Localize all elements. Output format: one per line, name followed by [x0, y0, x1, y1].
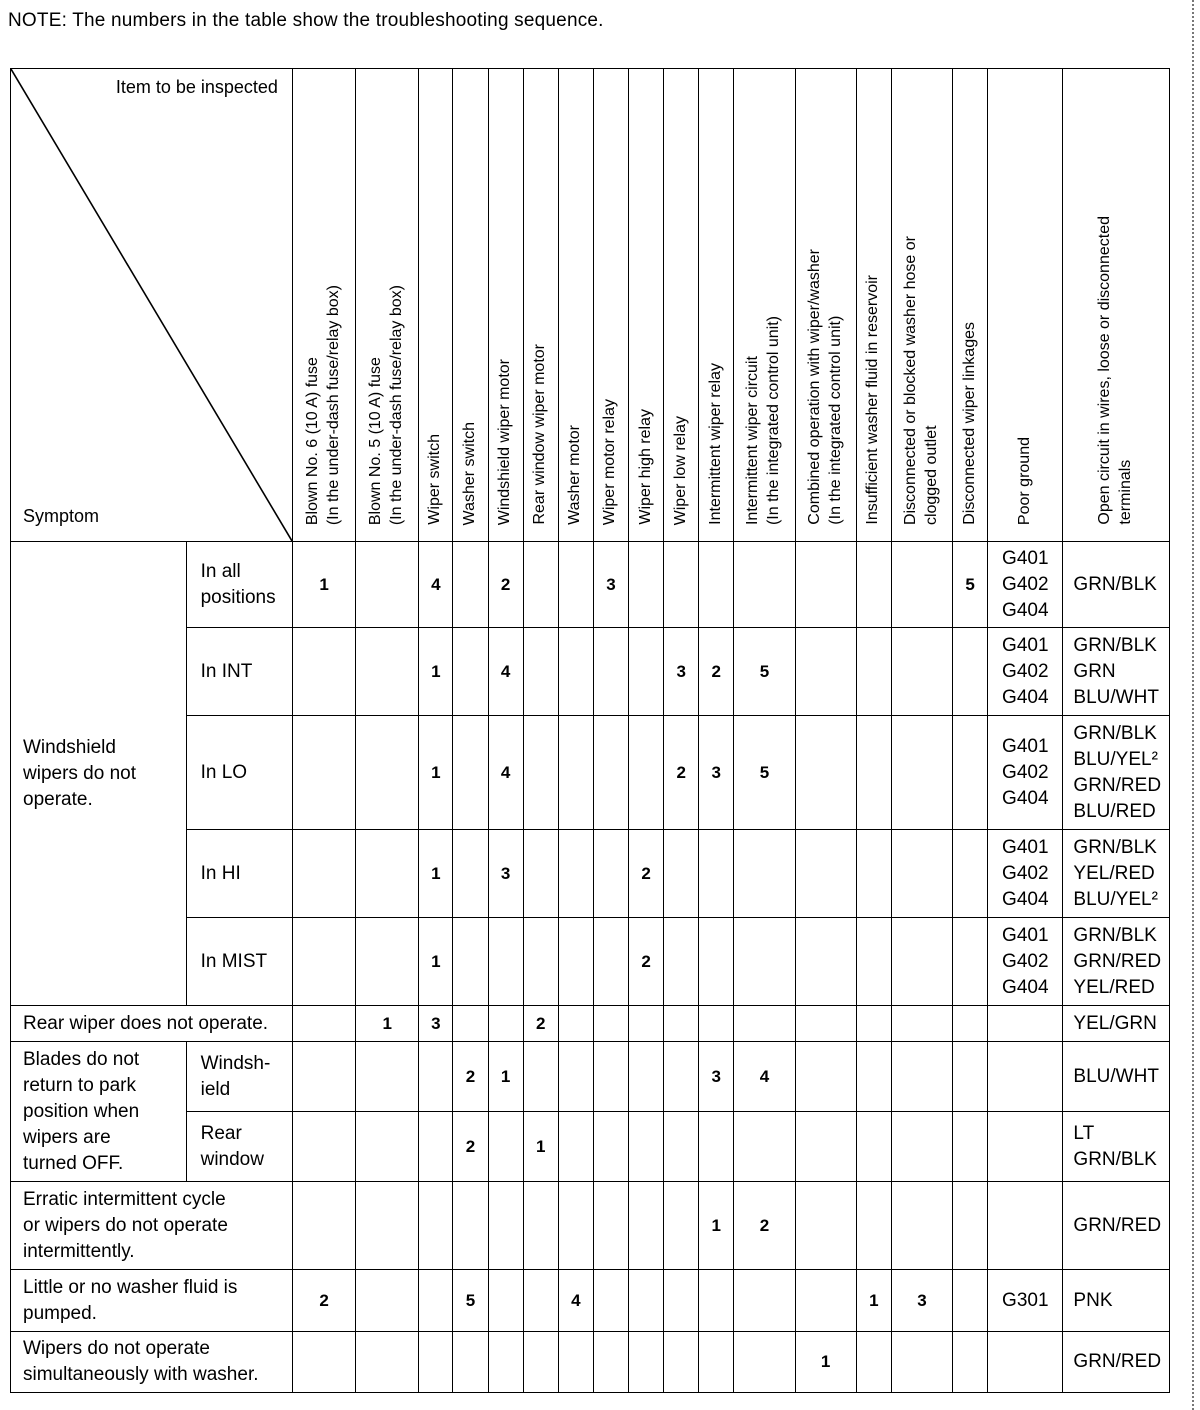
- sequence-cell: [891, 542, 952, 628]
- sequence-cell: [488, 830, 523, 918]
- sequence-cell: [891, 716, 952, 830]
- sequence-cell: [453, 1182, 488, 1270]
- sequence-number: 4: [571, 1290, 581, 1310]
- sequence-cell: [734, 628, 795, 716]
- sequence-cell: [558, 628, 593, 716]
- sequence-cell: [734, 716, 795, 830]
- sequence-cell: [292, 918, 355, 1006]
- sequence-cell: [488, 1042, 523, 1112]
- sequence-cell: [953, 1042, 988, 1112]
- sequence-cell: [664, 628, 699, 716]
- table-row: [11, 1006, 1170, 1042]
- sequence-number: 2: [465, 1136, 476, 1156]
- sequence-cell: [488, 628, 523, 716]
- sequence-cell: [953, 1332, 988, 1393]
- wire-cell: GRN/BLK BLU/YEL² GRN/RED BLU/RED: [1063, 716, 1170, 830]
- wire-cell: YEL/GRN: [1063, 1006, 1170, 1042]
- symptom-sub-label: Rear window: [186, 1112, 292, 1182]
- sequence-cell: [593, 1112, 628, 1182]
- col-header-intermittent-wiper-circuit: Intermittent wiper circuit (In the integrated control unit): [734, 69, 795, 542]
- symptom-sub-label: In MIST: [186, 918, 292, 1006]
- sequence-cell: [558, 542, 593, 628]
- sequence-cell: [453, 830, 488, 918]
- sequence-cell: [734, 542, 795, 628]
- sequence-cell: [629, 628, 664, 716]
- troubleshooting-table: [10, 68, 1170, 1393]
- sequence-cell: [453, 716, 488, 830]
- sequence-cell: [419, 1182, 453, 1270]
- sequence-number: 1: [319, 574, 329, 594]
- sequence-number: 1: [431, 951, 441, 971]
- sequence-cell: [593, 830, 628, 918]
- sequence-cell: [292, 716, 355, 830]
- sequence-cell: [593, 1270, 628, 1332]
- ground-cell: [988, 1006, 1063, 1042]
- sequence-number: 5: [759, 661, 770, 681]
- sequence-number: 1: [431, 661, 441, 681]
- sequence-cell: [629, 830, 664, 918]
- sequence-cell: [523, 830, 558, 918]
- sequence-cell: [523, 716, 558, 830]
- sequence-cell: [419, 918, 453, 1006]
- sequence-cell: [953, 830, 988, 918]
- sequence-cell: [734, 1270, 795, 1332]
- sequence-cell: [292, 1042, 355, 1112]
- sequence-cell: [664, 1270, 699, 1332]
- sequence-cell: [699, 918, 734, 1006]
- wire-cell: PNK: [1063, 1270, 1170, 1332]
- sequence-cell: [523, 628, 558, 716]
- sequence-cell: [891, 1112, 952, 1182]
- sequence-number: 2: [465, 1066, 476, 1086]
- wire-cell: GRN/BLK GRN/RED YEL/RED: [1063, 918, 1170, 1006]
- symptom-label: Symptom: [23, 506, 100, 526]
- sequence-cell: [891, 1042, 952, 1112]
- sequence-cell: [664, 716, 699, 830]
- col-header-wiper-high-relay: Wiper high relay: [629, 69, 664, 542]
- wire-cell: GRN/RED: [1063, 1332, 1170, 1393]
- ground-cell: G401 G402 G404: [988, 628, 1063, 716]
- col-header-wiper-switch: Wiper switch: [419, 69, 453, 542]
- sequence-cell: [856, 1112, 891, 1182]
- sequence-cell: [292, 1006, 355, 1042]
- sequence-cell: [699, 1006, 734, 1042]
- sequence-cell: [453, 918, 488, 1006]
- sequence-cell: [488, 542, 523, 628]
- sequence-cell: [488, 918, 523, 1006]
- sequence-cell: [856, 1182, 891, 1270]
- sequence-cell: [891, 1006, 952, 1042]
- sequence-cell: [699, 628, 734, 716]
- sequence-cell: [523, 1332, 558, 1393]
- sequence-cell: [629, 1006, 664, 1042]
- ground-cell: [988, 1332, 1063, 1393]
- sequence-cell: [795, 628, 856, 716]
- sequence-cell: [795, 716, 856, 830]
- sequence-cell: [453, 1006, 488, 1042]
- col-header-washer-hose: Disconnected or blocked washer hose or clogged outlet: [891, 69, 952, 542]
- sequence-cell: [356, 918, 419, 1006]
- sequence-cell: [292, 628, 355, 716]
- sequence-cell: [664, 1182, 699, 1270]
- sequence-cell: [523, 1006, 558, 1042]
- sequence-cell: [356, 1042, 419, 1112]
- sequence-number: 4: [500, 661, 511, 681]
- sequence-cell: [795, 542, 856, 628]
- sequence-cell: [558, 1332, 593, 1393]
- sequence-cell: [488, 1006, 523, 1042]
- sequence-cell: [629, 1332, 664, 1393]
- item-to-be-inspected-label: Item to be inspected: [115, 77, 278, 97]
- sequence-number: 1: [536, 1136, 546, 1156]
- symptom-label: Erratic intermittent cycle or wipers do not operate intermittently.: [11, 1182, 293, 1270]
- sequence-cell: [558, 1270, 593, 1332]
- sequence-cell: [891, 1332, 952, 1393]
- sequence-cell: [664, 1112, 699, 1182]
- sequence-number: 1: [382, 1013, 392, 1033]
- ground-cell: G401 G402 G404: [988, 542, 1063, 628]
- col-header-poor-ground: Poor ground: [988, 69, 1063, 542]
- sequence-cell: [629, 1270, 664, 1332]
- sequence-cell: [795, 830, 856, 918]
- sequence-cell: [356, 1332, 419, 1393]
- sequence-cell: [699, 1270, 734, 1332]
- sequence-cell: [664, 1332, 699, 1393]
- sequence-cell: [734, 1042, 795, 1112]
- table-row: [11, 1270, 1170, 1332]
- table-row: [11, 1182, 1170, 1270]
- sequence-cell: [699, 1112, 734, 1182]
- wire-cell: BLU/WHT: [1063, 1042, 1170, 1112]
- sequence-cell: [699, 1332, 734, 1393]
- col-header-open-circuit: Open circuit in wires, loose or disconnected terminals: [1063, 69, 1170, 542]
- sequence-cell: [593, 918, 628, 1006]
- sequence-cell: [629, 1042, 664, 1112]
- sequence-number: 4: [500, 762, 511, 782]
- sequence-number: 4: [759, 1066, 770, 1086]
- sequence-number: 1: [431, 863, 441, 883]
- sequence-cell: [292, 1112, 355, 1182]
- sequence-cell: [629, 1182, 664, 1270]
- sequence-cell: [795, 1270, 856, 1332]
- sequence-cell: [419, 716, 453, 830]
- sequence-cell: [558, 918, 593, 1006]
- group-label-blades: Blades do not return to park position when wipers are turned OFF.: [11, 1042, 187, 1182]
- sequence-cell: [488, 1112, 523, 1182]
- sequence-cell: [856, 830, 891, 918]
- sequence-cell: [795, 1042, 856, 1112]
- sequence-cell: [891, 830, 952, 918]
- symptom-sub-label: In HI: [186, 830, 292, 918]
- sequence-cell: [795, 918, 856, 1006]
- sequence-cell: [953, 542, 988, 628]
- sequence-cell: [856, 1332, 891, 1393]
- col-header-combined-operation: Combined operation with wiper/washer (In the integrated control unit): [795, 69, 856, 542]
- sequence-number: 5: [965, 574, 975, 594]
- sequence-cell: [593, 1042, 628, 1112]
- sequence-number: 1: [431, 762, 441, 782]
- sequence-number: 2: [711, 661, 722, 681]
- sequence-number: 1: [820, 1352, 831, 1371]
- sequence-cell: [891, 918, 952, 1006]
- col-header-wiper-linkages: Disconnected wiper linkages: [953, 69, 988, 542]
- col-header-insufficient-washer-fluid: Insufficient washer fluid in reservoir: [856, 69, 891, 542]
- sequence-cell: [953, 628, 988, 716]
- sequence-cell: [734, 1182, 795, 1270]
- col-header-fuse-6: Blown No. 6 (10 A) fuse (In the under-dash fuse/relay box): [292, 69, 355, 542]
- table-row: [11, 1042, 1170, 1112]
- sequence-number: 1: [711, 1215, 722, 1235]
- sequence-cell: [734, 918, 795, 1006]
- page-edge-rule: [1192, 0, 1194, 1410]
- sequence-cell: [419, 1006, 453, 1042]
- sequence-cell: [419, 542, 453, 628]
- sequence-number: 2: [500, 574, 511, 594]
- sequence-number: 2: [676, 762, 686, 782]
- ground-cell: G401 G402 G404: [988, 918, 1063, 1006]
- sequence-cell: [488, 1332, 523, 1393]
- sequence-cell: [419, 830, 453, 918]
- ground-cell: [988, 1112, 1063, 1182]
- sequence-cell: [795, 1006, 856, 1042]
- sequence-number: 4: [431, 574, 441, 594]
- sequence-cell: [419, 628, 453, 716]
- sequence-cell: [453, 628, 488, 716]
- sequence-cell: [953, 716, 988, 830]
- sequence-cell: [419, 1270, 453, 1332]
- sequence-number: 5: [465, 1290, 476, 1310]
- sequence-cell: [593, 628, 628, 716]
- sequence-number: 1: [500, 1066, 511, 1086]
- sequence-cell: [292, 1332, 355, 1393]
- sequence-cell: [356, 830, 419, 918]
- sequence-number: 3: [711, 762, 722, 782]
- sequence-cell: [558, 1182, 593, 1270]
- symptom-sub-label: In LO: [186, 716, 292, 830]
- col-header-wiper-low-relay: Wiper low relay: [664, 69, 699, 542]
- sequence-cell: [523, 1182, 558, 1270]
- sequence-cell: [629, 1112, 664, 1182]
- sequence-cell: [356, 628, 419, 716]
- sequence-cell: [856, 918, 891, 1006]
- symptom-sub-label: In all positions: [186, 542, 292, 628]
- diagonal-divider: [11, 69, 292, 541]
- sequence-cell: [856, 542, 891, 628]
- col-header-intermittent-wiper-relay: Intermittent wiper relay: [699, 69, 734, 542]
- header-row: [11, 69, 1170, 542]
- sequence-cell: [664, 830, 699, 918]
- sequence-cell: [488, 716, 523, 830]
- sequence-cell: [593, 1006, 628, 1042]
- sequence-cell: [699, 830, 734, 918]
- sequence-cell: [699, 542, 734, 628]
- sequence-number: 3: [431, 1013, 441, 1033]
- sequence-cell: [356, 716, 419, 830]
- symptom-sub-label: In INT: [186, 628, 292, 716]
- ground-cell: G401 G402 G404: [988, 716, 1063, 830]
- col-header-washer-motor: Washer motor: [558, 69, 593, 542]
- sequence-cell: [593, 542, 628, 628]
- sequence-cell: [629, 542, 664, 628]
- sequence-cell: [629, 716, 664, 830]
- sequence-cell: [523, 1270, 558, 1332]
- sequence-cell: [558, 1042, 593, 1112]
- sequence-cell: [593, 716, 628, 830]
- sequence-cell: [953, 918, 988, 1006]
- sequence-cell: [558, 1006, 593, 1042]
- ground-cell: [988, 1042, 1063, 1112]
- wire-cell: GRN/BLK GRN BLU/WHT: [1063, 628, 1170, 716]
- sequence-number: 3: [711, 1066, 722, 1086]
- col-header-washer-switch: Washer switch: [453, 69, 488, 542]
- sequence-cell: [356, 542, 419, 628]
- sequence-cell: [292, 830, 355, 918]
- sequence-cell: [593, 1332, 628, 1393]
- symptom-label: Little or no washer fluid is pumped.: [11, 1270, 293, 1332]
- table-row: [11, 1332, 1170, 1393]
- sequence-cell: [734, 1332, 795, 1393]
- sequence-number: 5: [759, 762, 770, 782]
- sequence-cell: [453, 1042, 488, 1112]
- sequence-cell: [558, 1112, 593, 1182]
- col-header-windshield-wiper-motor: Windshield wiper motor: [488, 69, 523, 542]
- sequence-cell: [699, 1042, 734, 1112]
- sequence-cell: [356, 1006, 419, 1042]
- sequence-cell: [523, 1112, 558, 1182]
- sequence-cell: [488, 1182, 523, 1270]
- sequence-cell: [356, 1112, 419, 1182]
- sequence-cell: [734, 830, 795, 918]
- sequence-cell: [593, 1182, 628, 1270]
- wire-cell: GRN/BLK: [1063, 542, 1170, 628]
- sequence-cell: [953, 1182, 988, 1270]
- sequence-number: 2: [641, 951, 651, 971]
- sequence-cell: [523, 918, 558, 1006]
- sequence-cell: [523, 1042, 558, 1112]
- col-header-rear-window-wiper-motor: Rear window wiper motor: [523, 69, 558, 542]
- col-header-wiper-motor-relay: Wiper motor relay: [593, 69, 628, 542]
- sequence-cell: [856, 628, 891, 716]
- sequence-cell: [558, 716, 593, 830]
- sequence-cell: [292, 1182, 355, 1270]
- sequence-cell: [795, 1332, 856, 1393]
- sequence-cell: [419, 1042, 453, 1112]
- sequence-cell: [453, 1112, 488, 1182]
- group-label-windshield: Windshield wipers do not operate.: [11, 542, 187, 1006]
- sequence-cell: [891, 1182, 952, 1270]
- sequence-cell: [292, 1270, 355, 1332]
- sequence-number: 3: [917, 1290, 927, 1310]
- sequence-number: 3: [606, 574, 616, 594]
- sequence-cell: [891, 628, 952, 716]
- sequence-cell: [856, 1006, 891, 1042]
- sequence-cell: [856, 716, 891, 830]
- col-header-fuse-5: Blown No. 5 (10 A) fuse (In the under-dash fuse/relay box): [356, 69, 419, 542]
- sequence-cell: [795, 1182, 856, 1270]
- sequence-cell: [953, 1112, 988, 1182]
- sequence-cell: [356, 1182, 419, 1270]
- sequence-number: 2: [536, 1013, 546, 1033]
- sequence-number: 2: [759, 1215, 770, 1235]
- table-note: NOTE: The numbers in the table show the troubleshooting sequence.: [8, 10, 604, 31]
- sequence-cell: [664, 1006, 699, 1042]
- sequence-cell: [356, 1270, 419, 1332]
- sequence-cell: [664, 542, 699, 628]
- wire-cell: GRN/RED: [1063, 1182, 1170, 1270]
- symptom-sub-label: Windsh- ield: [186, 1042, 292, 1112]
- sequence-cell: [629, 918, 664, 1006]
- sequence-cell: [734, 1006, 795, 1042]
- sequence-cell: [558, 830, 593, 918]
- sequence-cell: [453, 542, 488, 628]
- sequence-cell: [795, 1112, 856, 1182]
- sequence-cell: [664, 918, 699, 1006]
- sequence-cell: [419, 1112, 453, 1182]
- ground-cell: [988, 1182, 1063, 1270]
- symptom-label: Rear wiper does not operate.: [11, 1006, 293, 1042]
- sequence-cell: [699, 1182, 734, 1270]
- sequence-cell: [856, 1270, 891, 1332]
- table-row: [11, 542, 1170, 628]
- ground-cell: G301: [988, 1270, 1063, 1332]
- ground-cell: G401 G402 G404: [988, 830, 1063, 918]
- symptom-label: Wipers do not operate simultaneously with washer.: [11, 1332, 293, 1393]
- sequence-cell: [699, 716, 734, 830]
- sequence-number: 2: [319, 1290, 329, 1310]
- sequence-number: 2: [641, 863, 651, 883]
- header-corner: [11, 69, 293, 542]
- sequence-cell: [953, 1270, 988, 1332]
- wire-cell: LT GRN/BLK: [1063, 1112, 1170, 1182]
- sequence-cell: [891, 1270, 952, 1332]
- sequence-cell: [453, 1270, 488, 1332]
- sequence-cell: [664, 1042, 699, 1112]
- sequence-number: 3: [676, 661, 686, 681]
- sequence-cell: [419, 1332, 453, 1393]
- sequence-cell: [488, 1270, 523, 1332]
- sequence-cell: [953, 1006, 988, 1042]
- sequence-cell: [523, 542, 558, 628]
- sequence-cell: [292, 542, 355, 628]
- sequence-cell: [856, 1042, 891, 1112]
- wire-cell: GRN/BLK YEL/RED BLU/YEL²: [1063, 830, 1170, 918]
- sequence-cell: [453, 1332, 488, 1393]
- sequence-cell: [734, 1112, 795, 1182]
- sequence-number: 3: [500, 863, 511, 883]
- sequence-number: 1: [869, 1290, 879, 1310]
